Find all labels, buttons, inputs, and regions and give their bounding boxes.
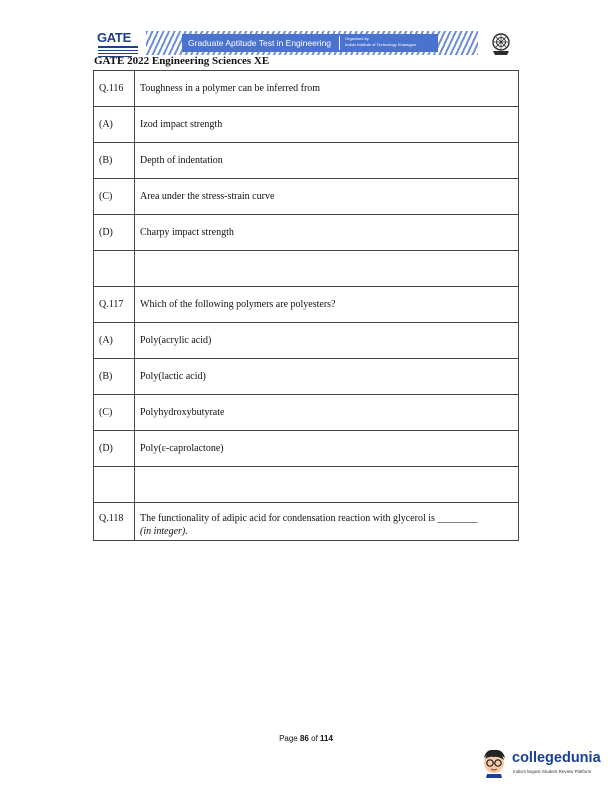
question-text: Which of the following polymers are polyesters? — [135, 287, 519, 323]
spacer-cell — [135, 251, 519, 287]
question-row — [94, 503, 519, 541]
collegedunia-tagline: India's largest Student Review Platform — [513, 769, 592, 774]
spacer-row — [94, 467, 519, 503]
option-text: Area under the stress-strain curve — [135, 179, 519, 215]
option-row — [94, 179, 519, 215]
option-text: Izod impact strength — [135, 107, 519, 143]
banner-title: Graduate Aptitude Test in Engineering — [188, 38, 332, 48]
spacer-cell — [94, 251, 135, 287]
option-row — [94, 107, 519, 143]
header-banner — [146, 31, 478, 55]
question-row — [94, 71, 519, 107]
option-text: Poly(acrylic acid) — [135, 323, 519, 359]
collegedunia-mascot-icon — [478, 746, 510, 778]
question-text: Toughness in a polymer can be inferred from — [135, 71, 519, 107]
option-row — [94, 323, 519, 359]
option-label: (B) — [94, 359, 135, 395]
logo-stripe — [98, 46, 138, 48]
option-label: (D) — [94, 215, 135, 251]
option-label: (C) — [94, 395, 135, 431]
spacer-cell — [135, 467, 519, 503]
option-row — [94, 215, 519, 251]
spacer-cell — [94, 467, 135, 503]
logo-stripe — [98, 53, 138, 54]
question-cell — [135, 503, 519, 541]
option-label: (A) — [94, 323, 135, 359]
gate-logo-text: GATE — [97, 30, 131, 45]
question-number: Q.116 — [94, 71, 135, 107]
option-label: (D) — [94, 431, 135, 467]
option-label: (A) — [94, 107, 135, 143]
collegedunia-brand-name: collegedunia — [512, 750, 601, 766]
page-heading: GATE 2022 Engineering Sciences XE — [94, 55, 270, 67]
option-row — [94, 143, 519, 179]
option-text: Depth of indentation — [135, 143, 519, 179]
question-row — [94, 287, 519, 323]
page-total: 114 — [320, 734, 333, 743]
option-row — [94, 431, 519, 467]
option-text: Poly(ε-caprolactone) — [135, 431, 519, 467]
answer-format-note: (in integer). — [140, 526, 188, 537]
option-text: Poly(lactic acid) — [135, 359, 519, 395]
page-number — [0, 734, 612, 743]
page-current: 86 — [299, 734, 309, 743]
option-row — [94, 359, 519, 395]
question-text: The functionality of adipic acid for condensation reaction with glycerol is ________ — [140, 513, 478, 524]
question-number: Q.118 — [94, 503, 135, 541]
logo-stripe — [98, 50, 138, 51]
option-row — [94, 395, 519, 431]
option-text: Polyhydroxybutyrate — [135, 395, 519, 431]
option-label: (B) — [94, 143, 135, 179]
iit-emblem-icon — [490, 32, 512, 56]
spacer-row — [94, 251, 519, 287]
banner-panel — [182, 34, 438, 52]
page-prefix: Page — [279, 734, 298, 743]
page-of: of — [311, 734, 318, 743]
option-label: (C) — [94, 179, 135, 215]
option-text: Charpy impact strength — [135, 215, 519, 251]
question-table — [93, 70, 519, 541]
question-number: Q.117 — [94, 287, 135, 323]
banner-divider — [339, 36, 340, 50]
organizer-label: Organised by — [345, 36, 369, 41]
organizer-name: Indian Institute of Technology Kharagpur — [345, 42, 417, 47]
